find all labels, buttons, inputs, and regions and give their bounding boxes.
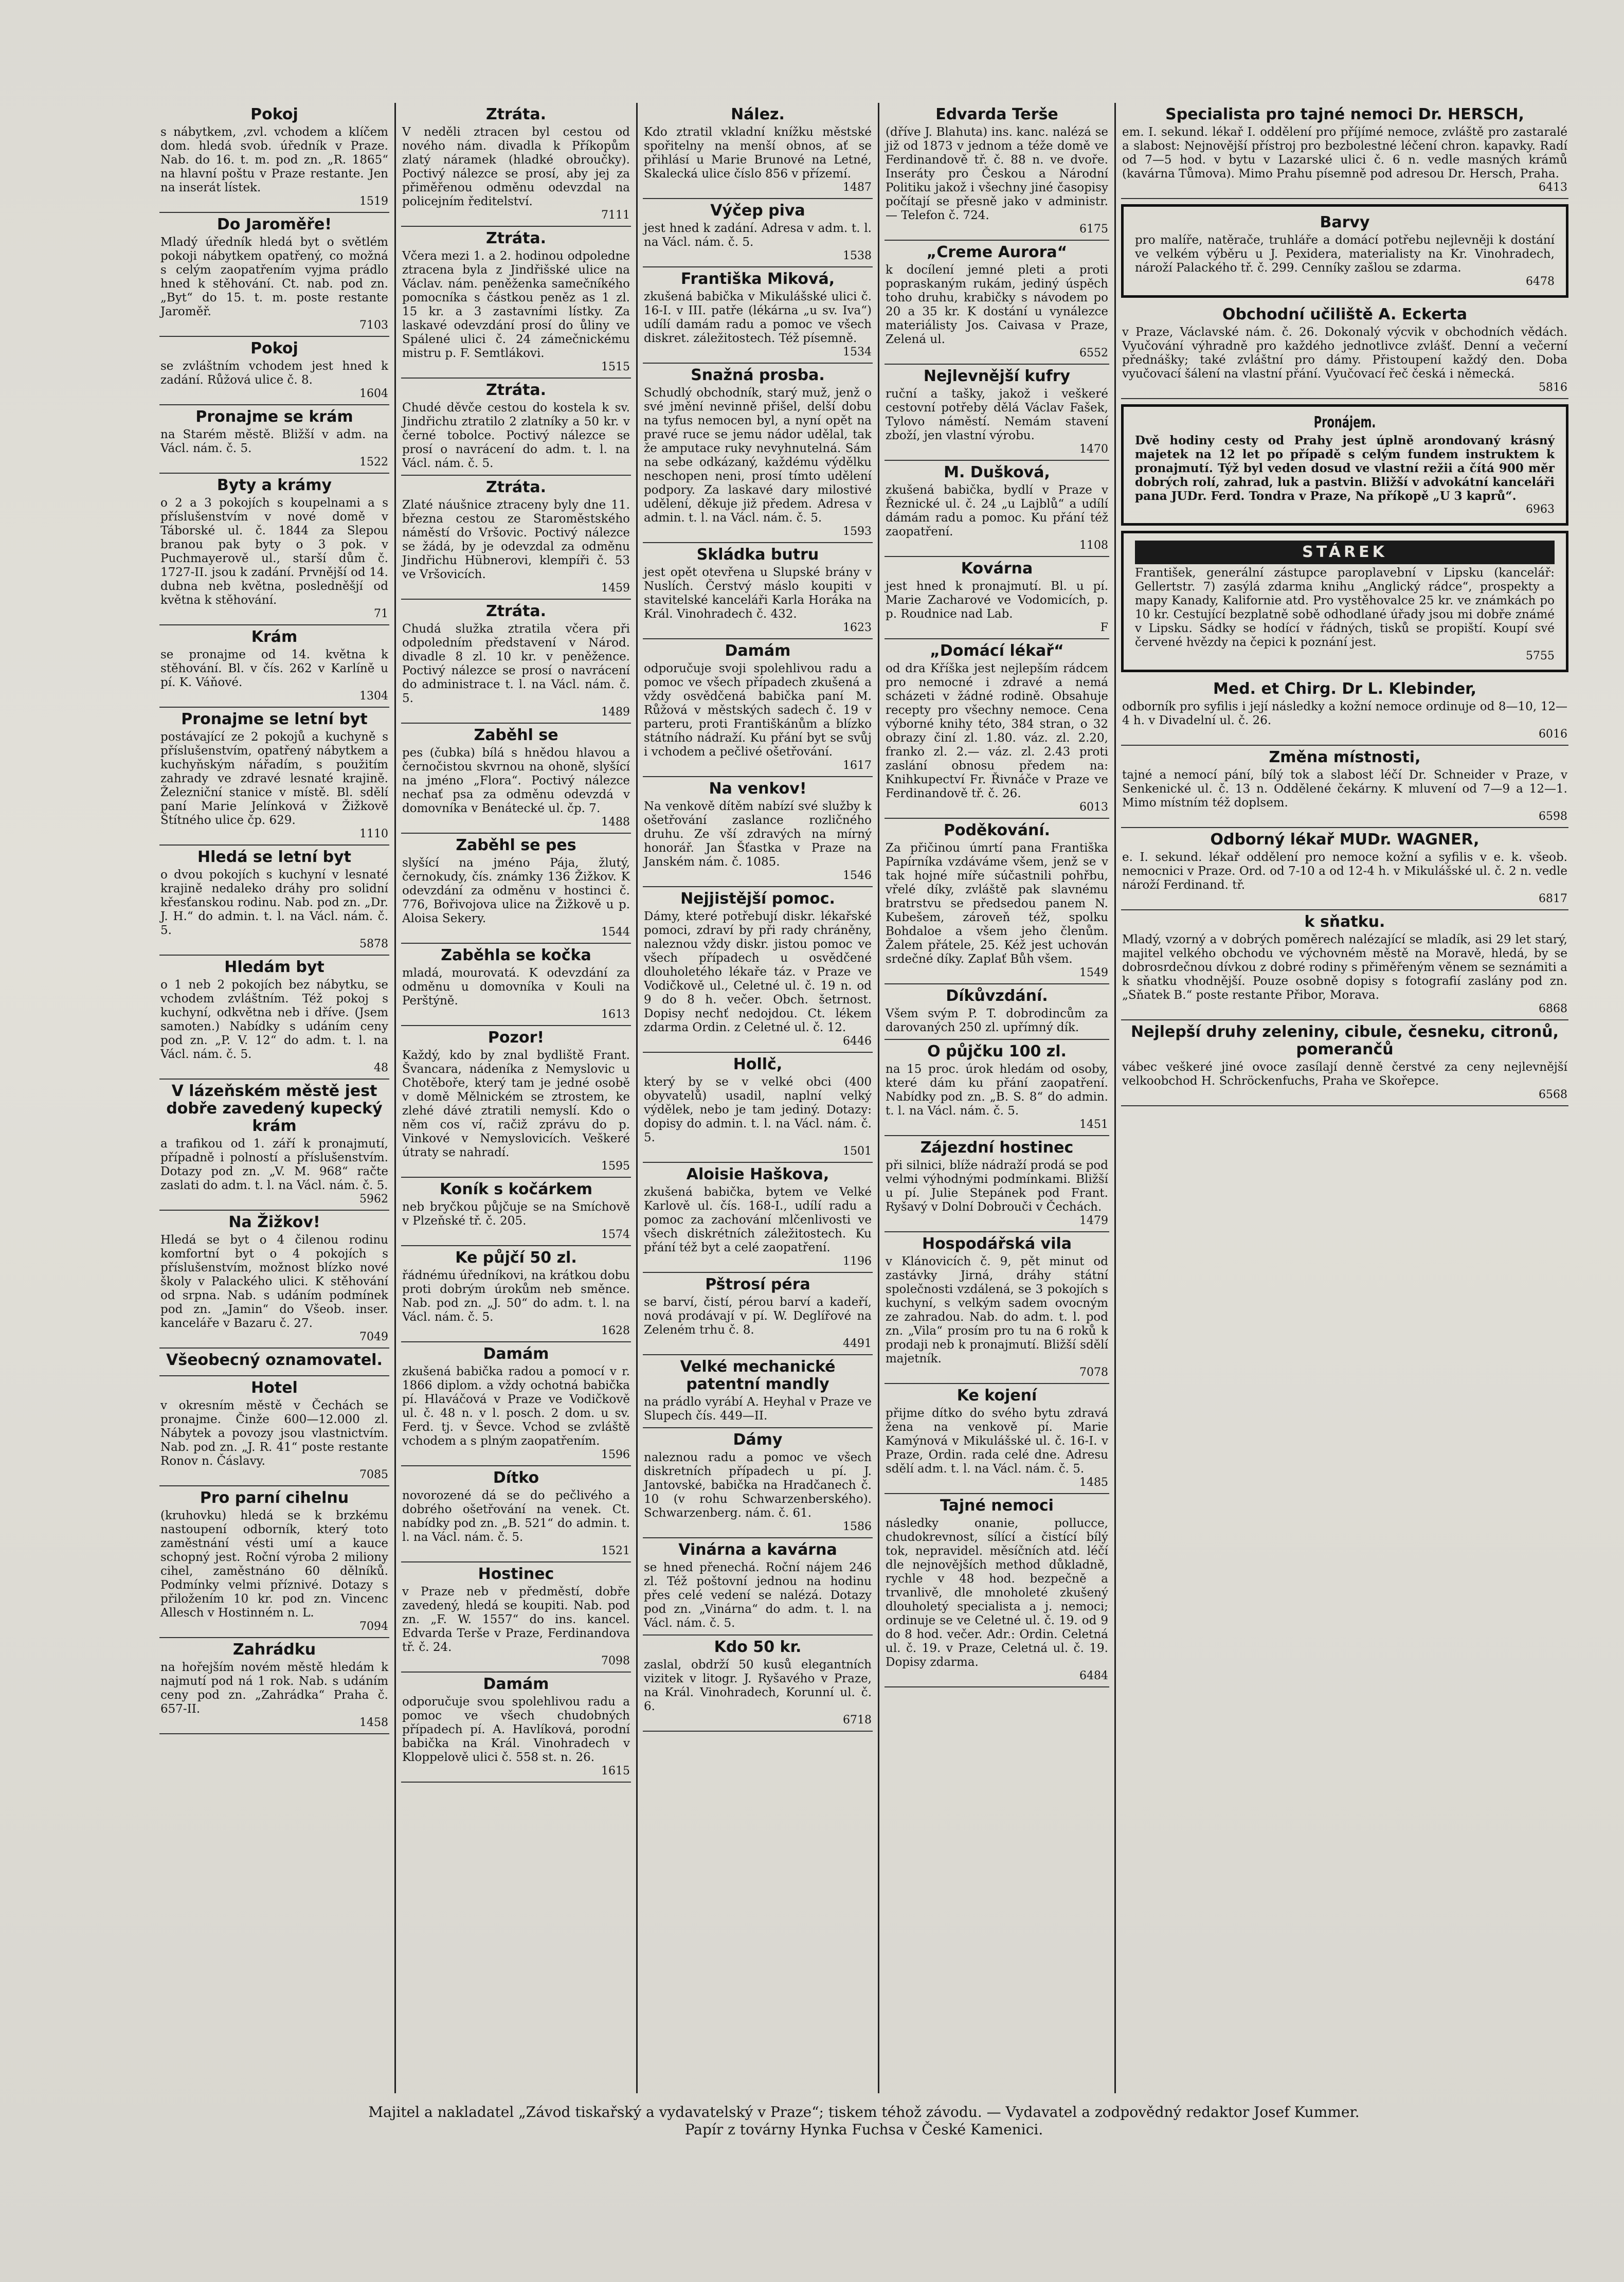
advertisement xyxy=(159,103,389,213)
advertisement xyxy=(643,1636,873,1732)
advertisement-title: Obchodní učiliště A. Eckerta xyxy=(1222,306,1468,324)
column-1 xyxy=(154,103,396,2093)
advertisement-text: Dámy, které potřebují diskr. lékařské pomoci, zdraví by při rady chráněny, naleznou vždy diskr. jistou pomoc ve všech případech u osvědčené dlouholetého lékaře táz. v Praze ve Vodičkově ul., Celetné ul. č. 19 n. od 9 do 8 h. večer. Obch. šetrnost. Dopisy nechť nedojdou. Ct. lékem zdarma Ordin. z Celetné ul. č. 12. xyxy=(644,910,872,1034)
advertisement-text: neb bryčkou půjčuje se na Smíchově v Plzeňské tř. č. 205. xyxy=(402,1200,630,1228)
advertisement-number: 5878 xyxy=(359,938,388,950)
advertisement-text: se zvláštním vchodem jest hned k zadání. Růžová ulice č. 8. xyxy=(160,360,388,387)
advertisement-title: Kovárna xyxy=(961,560,1033,578)
advertisement-number: 5962 xyxy=(359,1193,388,1206)
advertisement-number: 6963 xyxy=(1526,503,1555,516)
advertisement-text: se barví, čistí, pérou barví a kadeří, nová prodávají v pí. W. Deglířové na Zeleném trhu č. 8. xyxy=(644,1296,872,1337)
advertisement-title: Zájezdní hostinec xyxy=(920,1139,1074,1157)
advertisement xyxy=(401,1246,631,1342)
advertisement-title: Dítko xyxy=(493,1469,539,1487)
advertisement xyxy=(643,1163,873,1273)
advertisement-title: Damám xyxy=(483,1675,549,1693)
advertisement xyxy=(643,103,873,199)
advertisement-number: 1613 xyxy=(601,1008,630,1021)
advertisement xyxy=(1121,828,1568,910)
advertisement xyxy=(885,461,1109,557)
advertisement xyxy=(643,777,873,887)
advertisement xyxy=(1121,677,1568,746)
advertisement-text: jest hned k zadání. Adresa v adm. t. l. na Václ. nám. č. 5. xyxy=(644,222,872,249)
advertisement-text: v Klánovicích č. 9, pět minut od zastávky Jirná, dráhy státní společnosti vzdálená, se 3 pokojích s kuchyní, s velkým sadem ovocným ze zahradou. Nab. do adm. t. l. pod zn. „Vila“ prosím pro tu na 6 roků k prodaji neb k pronajmutí. Bližší sdělí majetník. xyxy=(886,1255,1108,1365)
advertisement-number: 6478 xyxy=(1526,275,1555,288)
advertisement-text: odporučuje svoji spolehlivou radu a pomoc ve všech případech zkušená a vždy osvědčená babička paní M. Růžová v městských sadech č. 19 v parteru, proti Františkánům a blízko státního nádraží. Ku přání byt se svůj i vchodem a pečlivé ošetřování. xyxy=(644,662,872,759)
advertisement-text: s nábytkem, ‚zvl. vchodem a klíčem dom. hledá svob. úředník v Praze. Nab. do 16. t. m. pod zn. „R. 1865“ na hlavní poštu v Praze restante. Jen na inserát lístek. xyxy=(160,125,388,194)
advertisement-title: Med. et Chirg. Dr L. Klebinder, xyxy=(1213,680,1477,698)
advertisement xyxy=(1121,204,1568,298)
advertisement-number: 5755 xyxy=(1526,650,1555,662)
advertisement-text: František, generální zástupce paroplavební v Lipsku (kancelář: Gellertstr. 7) zasýlá zdarma knihu „Anglický rádce“, prospekty a mapy Kanady, Kalifornie atd. Pro vystěhovalce 25 kr. ve známkách po 10 kr. Cestující bezplatně sobě odhodlané úřady jsou mi dobře známé v Lipsku. Sádky se hodící v řádných, tisků se propiští. Koupí své červené hvězdy na čepici k poznání jest. xyxy=(1135,566,1555,649)
advertisement xyxy=(159,213,389,337)
advertisement-text: o 2 a 3 pokojích s koupelnami a s příslušenstvím v nové domě v Táborské ul. č. 1844 za Slepou branou pak byty o 3 pok. v Puchmayerově ul., starší dům č. 1727-II. jsou k zadání. Prvnější od 14. dubna neb května, posledněšjí od května k stěhování. xyxy=(160,496,388,607)
advertisement-text: následky onanie, pollucce, chudokrevnost, sílící a čistící bílý tok, nepravidel. měsíčních atd. léčí dle nejnovějších method důkladně, rychle v 48 hod. bezpečně a trvanlivě, dle mnoholeté zkušený dlouholetý specialista a j. nemoci; ordinuje se ve Celetné ul. č. 19. od 9 do 8 hod. večer. Adr.: Ordin. Celetná ul. č. 19. v Praze, Celetná ul. č. 19. Dopisy zdarma. xyxy=(886,1517,1108,1669)
advertisement-text: při silnici, blíže nádraží prodá se pod velmi výhodnými podmínkami. Bližší u pí. Julie Stepánek pod Frant. Ryšavý v Dolní Dobrouči v Čechách. xyxy=(886,1159,1108,1214)
advertisement-number: 6868 xyxy=(1539,1002,1567,1015)
advertisement-number: 7094 xyxy=(359,1620,388,1633)
advertisement-title: Pozor! xyxy=(488,1029,545,1047)
advertisement-text: řádnému úředníkovi, na krátkou dobu proti dobrým úrokům neb směnce. Nab. pod zn. „J. 50“ do adm. t. l. na Václ. nám. č. 5. xyxy=(402,1269,630,1324)
advertisement-title: Výčep piva xyxy=(710,202,805,220)
advertisement xyxy=(885,365,1109,461)
advertisement xyxy=(885,984,1109,1040)
advertisement-text: vábec veškeré jiné ovoce zasílají denně čerstvé za ceny nejlevnější velkoobchod H. Schröckenfuchs, Praha ve Skořepce. xyxy=(1122,1061,1567,1088)
advertisement-number: 1574 xyxy=(601,1228,630,1241)
advertisement xyxy=(885,819,1109,984)
advertisement-text: se pronajme od 14. května k stěhování. Bl. v čís. 262 v Karlíně u pí. K. Váňové. xyxy=(160,648,388,689)
advertisement-sheet xyxy=(154,103,1574,2150)
advertisement xyxy=(1121,103,1568,199)
advertisement-title: k sňatku. xyxy=(1304,913,1385,931)
advertisement-text: (dříve J. Blahuta) ins. kanc. nalézá se již od 1873 v jednom a téže domě ve Ferdinandově tř. č. 88 n. ve dvoře. Inseráty pro Českou a Národní Politiku jakož i všechny jiné časopisy počítají se přesně jako v administr. — Telefon č. 724. xyxy=(886,125,1108,222)
advertisement-title: Nejjistější pomoc. xyxy=(680,890,835,908)
advertisement xyxy=(401,724,631,834)
advertisement xyxy=(159,956,389,1080)
advertisement-number: 1538 xyxy=(843,249,872,262)
advertisement-text: Každý, kdo by znal bydliště Frant. Švancara, nádeníka z Nemyslovic u Chotěboře, který tam je jedné osobě v domě Mělnickém se ztrostem, ke zlehé dávé ztratili nemyslí. Kdo o něm cos ví, račiž zprávu do p. Vinkové v Nemyslovicích. Veškeré útraty se nahradí. xyxy=(402,1049,630,1159)
advertisement-text: zkušená babička v Mikulášské ulici č. 16-I. v III. patře (lékárna „u sv. Iva“) udílí damám radu a pomoc ve všech diskret. záležitostech. Též písemně. xyxy=(644,290,872,345)
advertisement xyxy=(401,600,631,724)
advertisement-title: Hollč, xyxy=(733,1055,783,1073)
advertisement-title: Zahrádku xyxy=(232,1641,316,1659)
advertisement-number: 1521 xyxy=(601,1544,630,1557)
advertisement-title: V lázeňském městě jest dobře zavedený kupecký krám xyxy=(166,1082,383,1135)
advertisement-number: 1488 xyxy=(601,816,630,829)
advertisement-text: zkušená babička radou a pomocí v r. 1866 diplom. a vždy ochotná babička pí. Hlaváčová v Praze ve Vodičkově ul. č. 48 n. v l. posch. 2 dom. u sv. Ferd. tj. v Ševce. Vchod se zvláště vchodem a s plným zaopatřením. xyxy=(402,1365,630,1448)
advertisement-text: k docílení jemné pleti a proti popraskaným rukám, jediný úspěch toho druhu, krabičky s návodem po 20 a 35 kr. K dostání u vynálezce materiálisty Jos. Caivasa v Praze, Zelená ul. xyxy=(886,263,1108,346)
advertisement xyxy=(159,846,389,956)
advertisement xyxy=(885,1040,1109,1136)
advertisement-text: v Praze neb v předměstí, dobře zavedený, hledá se koupiti. Nab. pod zn. „F. W. 1557“ do ins. kancel. Edvarda Terše v Praze, Ferdinandova tř. č. 24. xyxy=(402,1585,630,1654)
advertisement-title: Odborný lékař MUDr. WAGNER, xyxy=(1210,831,1479,849)
advertisement-text: na 15 proc. úrok hledám od osoby, které dám ku přání zaopatření. Nabídky pod zn. „B. S. 8“ do admin. t. l. na Václ. nám. č. 5. xyxy=(886,1063,1108,1118)
advertisement xyxy=(401,227,631,379)
advertisement-text: odborník pro syfilis i její následky a kožní nemoce ordinuje od 8—10, 12—4 h. v Divadelní ul. č. 26. xyxy=(1122,700,1567,727)
advertisement-number: 1617 xyxy=(843,759,872,772)
advertisement xyxy=(643,1355,873,1428)
advertisement-title: Nález. xyxy=(731,105,785,123)
advertisement-number: 6718 xyxy=(843,1714,872,1727)
advertisement-number: 1544 xyxy=(601,926,630,939)
advertisement-number: 7085 xyxy=(359,1468,388,1481)
advertisement xyxy=(159,708,389,846)
advertisement-text: na prádlo vyrábí A. Heyhal v Praze ve Slupech čís. 449—II. xyxy=(644,1395,872,1423)
advertisement-title: Barvy xyxy=(1320,213,1370,231)
advertisement xyxy=(159,1080,389,1211)
advertisement-number: 1546 xyxy=(843,869,872,882)
advertisement xyxy=(885,1232,1109,1384)
advertisement-text: Zlaté náušnice ztraceny byly dne 11. března cestou ze Staroměstského náměstí do Vršovic. Poctivý nálezce se žádá, by je odevzdal za odměnu Jindřichu Hübnerovi, klempíři č. 53 ve Vršovicích. xyxy=(402,498,630,581)
advertisement-title: Edvarda Terše xyxy=(935,105,1058,123)
advertisement-number: 1615 xyxy=(601,1765,630,1777)
advertisement xyxy=(643,639,873,777)
advertisement-title: Nejlepší druhy zeleniny, cibule, česneku, citronů, pomerančů xyxy=(1130,1023,1559,1058)
advertisement-text: e. I. sekund. lékař oddělení pro nemoce kožní a syfilis v e. k. všeob. nemocnici v Praze. Ord. od 7-10 a od 12-4 h. v Mikulášské ul. č. 2 n. vedle nároží Ferdinand. tř. xyxy=(1122,851,1567,892)
advertisement-title: Damám xyxy=(725,642,791,660)
advertisement-text: zkušená babička, bytem ve Velké Karlově ul. čís. 168-I., udílí radu a pomoc za zachování mlčenlivosti ve všech diskrétních záležitostech. Ku přání též byt a celé zaopatření. xyxy=(644,1185,872,1254)
advertisement-text: tajné a nemocí pání, bílý tok a slabost léčí Dr. Schneider v Praze, v Senkenické ul. č. 13 n. Oddělené čekárny. K mluvení od 7—9 a 12—1. Mimo místním též doplsem. xyxy=(1122,768,1567,810)
advertisement-text: (kruhovku) hledá se k brzkému nastoupení odborník, který toto zaměstnání vésti umí a kauce schopný jest. Roční výroba 2 miliony cihel, zaměstnáno 60 dělníků. Podmínky velmi příznivé. Dotazy s přiložením 10 kr. pod zn. Vincenc Allesch v Hostinném n. L. xyxy=(160,1509,388,1620)
advertisement-title: Snažná prosba. xyxy=(691,366,825,384)
advertisement xyxy=(159,405,389,474)
advertisement-text: mladá, mourovatá. K odevzdání za odměnu u domovníka v Kouli na Perštýně. xyxy=(402,966,630,1008)
advertisement-number: 6413 xyxy=(1539,181,1567,194)
advertisement-text: Chudá služka ztratila včera při odpoledním představení v Národ. divadle 8 zl. 10 kr. v peněžence. Poctivý nálezce se prosí o navrácení do administrace t. l. na Václ. nám. č. 5. xyxy=(402,622,630,705)
advertisement-title: Hospodářská vila xyxy=(922,1235,1072,1253)
advertisement-title: Vinárna a kavárna xyxy=(678,1541,837,1559)
advertisement-number: 1489 xyxy=(601,706,630,718)
advertisement-title: Velké mechanické patentní mandly xyxy=(680,1358,836,1393)
advertisement-text: jest hned k pronajmutí. Bl. u pí. Marie Zacharové ve Vodomicích, p. p. Roudnice nad Lab. xyxy=(886,580,1108,621)
advertisement-title: Koník s kočárkem xyxy=(440,1180,592,1198)
advertisement-title: Kdo 50 kr. xyxy=(714,1638,802,1656)
advertisement-number: F xyxy=(1100,621,1108,634)
advertisement-text: Na venkově dítěm nabízí své služby k ošetřování zaslance rozličného druhu. Ze vší zdravých na mírný honorář. Jan Šťastka v Praze na Janském nám. č. 1085. xyxy=(644,800,872,869)
column-3 xyxy=(638,103,879,2093)
advertisement-number: 1459 xyxy=(601,582,630,595)
advertisement-number: 1196 xyxy=(843,1255,872,1268)
advertisement-text: na Starém městě. Bližší v adm. na Václ. nám. č. 5. xyxy=(160,428,388,455)
advertisement-text: jest opět otevřena u Slupské brány v Nuslích. Čerstvý máslo koupiti v stavitelské kanceláři Karla Horáka na Král. Vinohradech č. 432. xyxy=(644,566,872,621)
advertisement-text: Schudlý obchodník, starý muž, jenž o své jmění nevinně přišel, delší dobu na tyfus nemocen byl, a nyní opět na pravé ruce se jemu nádor udělal, tak že amputace ruky nevyhnutelná. Sám na sebe odkázaný, každému výdělku neschopen neni, prosí tímto udělení podpory. Za laskavé dary milostivé udělení, děkuje již předem. Adresa v admin. t. l. na Václ. nám. č. 5. xyxy=(644,386,872,525)
advertisement xyxy=(643,543,873,639)
advertisement-text: o 1 neb 2 pokojích bez nábytku, se vchodem zvláštním. Též pokoj s kuchyní, odkvětna neb i dříve. (Jsem samoten.) Nabídky s udáním ceny pod zn. „P. V. 12“ do adm. t. l. na Václ. nám. č. 5. xyxy=(160,978,388,1061)
advertisement-title: Do Jaroměře! xyxy=(216,215,332,233)
advertisement-text: pes (čubka) bílá s hnědou hlavou a černočistou skvrnou na ohoně, slyšící na jméno „Flora“. Poctivý nálezce nechať psa za odměnu odevzdá v domovníka v Benátecké ul. čp. 7. xyxy=(402,746,630,815)
advertisement-title: Tajné nemoci xyxy=(940,1497,1054,1515)
advertisement-number: 1108 xyxy=(1079,539,1108,552)
advertisement-title: Pokoj xyxy=(250,105,298,123)
advertisement-number: 1451 xyxy=(1079,1118,1108,1131)
advertisement-title: „Creme Aurora“ xyxy=(926,243,1068,261)
advertisement xyxy=(159,1638,389,1734)
advertisement xyxy=(159,1376,389,1486)
advertisement xyxy=(885,557,1109,639)
advertisement-title: Díkůvzdání. xyxy=(946,987,1048,1005)
advertisement xyxy=(159,1486,389,1638)
advertisement-text: Kdo ztratil vkladní knížku městské spořitelny na menší obnos, ať se přihlásí u Marie Brunové na Letné, Skalecká ulice číslo 856 v přízemí. xyxy=(644,125,872,181)
advertisement xyxy=(159,474,389,625)
advertisement xyxy=(1121,1020,1568,1106)
advertisement-number: 7111 xyxy=(601,209,630,222)
advertisement-title: Na venkov! xyxy=(709,780,807,798)
advertisement-text: Za přičinou úmrtí pana Františka Papírníka vzdáváme všem, jenž se v tak hojné míře súčastnili pohřbu, vřelé díky, zvláště pak slavnému bratrstvu se předsedou panem N. Kubešem, zároveň též, spolku Bohdaloe a všem jeho členům. Žalem přátele, 25. Kéž jest uchován srdečné díky. Zaplať Bůh všem. xyxy=(886,841,1108,966)
advertisement-title: STÁREK xyxy=(1135,541,1555,564)
advertisement xyxy=(401,944,631,1026)
advertisement-number: 48 xyxy=(374,1062,388,1074)
advertisement-text: na hořejším novém městě hledám k najmutí pod ná 1 rok. Nab. s udáním ceny pod zn. „Zahrádka“ Praha č. 657-II. xyxy=(160,1661,388,1716)
advertisement-number: 1534 xyxy=(843,346,872,358)
advertisement-title: Hostinec xyxy=(478,1565,554,1583)
advertisement-text: který by se v velké obci (400 obyvatelů) usadil, naplní velký výdělek, nebo je tam jediný. Dotazy: dopisy do admin. t. l. na Václ. nám. č. 5. xyxy=(644,1075,872,1144)
advertisement-title: Damám xyxy=(483,1345,549,1363)
advertisement-title: „Domácí lékař“ xyxy=(930,642,1064,660)
advertisement-title: Zaběhl se pes xyxy=(456,836,576,854)
advertisement xyxy=(401,103,631,227)
advertisement xyxy=(401,1466,631,1562)
advertisement-number: 1595 xyxy=(601,1160,630,1173)
advertisement-number: 1522 xyxy=(359,456,388,469)
advertisement xyxy=(643,1053,873,1163)
advertisement-title: Ztráta. xyxy=(485,478,547,496)
advertisement-text: Hledá se byt o 4 čilenou rodinu komfortní byt o 4 pokojích s příslušenstvím, možnost blízko nové školy v Palackého ulici. K stěhování od srpna. Nab. s udáním podmínek pod zn. „Jamin“ do Všeob. inser. kanceláře v Bazaru č. 27. xyxy=(160,1233,388,1330)
advertisement-number: 7098 xyxy=(601,1655,630,1667)
advertisement-title: Všeobecný oznamovatel. xyxy=(166,1351,383,1369)
advertisement-title: Změna místnosti, xyxy=(1269,748,1421,766)
advertisement-title: Byty a krámy xyxy=(216,476,332,494)
advertisement xyxy=(159,1349,389,1376)
advertisement-title: M. Dušková, xyxy=(944,463,1050,481)
advertisement-title: Zaběhla se kočka xyxy=(441,946,591,964)
advertisement xyxy=(401,1178,631,1246)
advertisement-number: 6568 xyxy=(1539,1088,1567,1101)
advertisement-text: em. I. sekund. lékař I. oddělení pro příjímé nemoce, zvláště pro zastaralé a slabost: Nejnovější přístroj pro bezbolestné léčení chron. kapavky. Radí od 7—5 hod. v bytu v Lazarské ulici č. 6 n. vedle masných krámů (kavárna Tůmova). Mimo Prahu písemně pod adresou Dr. Hersch, Praha. xyxy=(1122,125,1567,181)
advertisement-title: Ke kojení xyxy=(957,1387,1037,1405)
advertisement-text: se hned přenechá. Roční nájem 246 zl. Též poštovní jednou na hodinu přes celé vedení se nalézá. Dotazy pod zn. „Vinárna“ do adm. t. l. na Václ. nám. č. 5. xyxy=(644,1561,872,1630)
advertisement-number: 1586 xyxy=(843,1520,872,1533)
advertisement xyxy=(401,1562,631,1673)
advertisement xyxy=(159,1211,389,1349)
advertisement xyxy=(159,337,389,405)
advertisement xyxy=(885,1136,1109,1232)
column-2 xyxy=(396,103,638,2093)
advertisement-title: Pronajme se letní byt xyxy=(181,710,368,728)
advertisement-text: zaslal, obdrží 50 kusů elegantních vizitek v litogr. J. Ryšavého v Praze, na Král. Vinohradech, Korunní ul. č. 6. xyxy=(644,1658,872,1713)
advertisement-number: 6016 xyxy=(1539,728,1567,741)
advertisement xyxy=(401,1026,631,1178)
advertisement-text: Všem svým P. T. dobrodincům za darovaných 250 zl. upřímný dík. xyxy=(886,1007,1108,1034)
advertisement-title: Zaběhl se xyxy=(474,726,558,744)
advertisement-text: novorozené dá se do pečlivého a dobrého ošetřování na venek. Ct. nabídky pod zn. „B. 521“ do admin. t. l. na Václ. nám. č. 5. xyxy=(402,1489,630,1544)
advertisement-title: O půjčku 100 zl. xyxy=(927,1043,1067,1061)
advertisement-title: Ztráta. xyxy=(485,381,547,399)
advertisement-title: Dámy xyxy=(733,1431,783,1449)
advertisement xyxy=(1121,746,1568,828)
advertisement-text: Dvě hodiny cesty od Prahy jest úplně arondovaný krásný majetek na 12 let po případě s celým fundem instruktem k pronajmutí. Týž byl veden dosud ve vlastní režii a čítá 900 měr dobrých rolí, zahrad, luk a pastvin. Bližší v advokátní kanceláři pana JUDr. Ferd. Tondra v Praze, Na příkopě „U 3 kaprů“. xyxy=(1135,434,1555,503)
advertisement-text: Mladý úředník hledá byt o světlém pokoji nábytkem opatřený, co možná s celým zaopatřením vyjma prádlo hned k stěhování. Ct. nab. pod zn. „Byt“ do 15. t. m. poste restante Jaroměř. xyxy=(160,236,388,318)
advertisement-title: Hledá se letní byt xyxy=(197,848,351,866)
advertisement-number: 1596 xyxy=(601,1448,630,1461)
advertisement xyxy=(885,639,1109,819)
advertisement-number: 1604 xyxy=(359,387,388,400)
advertisement-number: 7103 xyxy=(359,319,388,332)
imprint-line-2: Papír z továrny Hynka Fuchsa v České Kamenici. xyxy=(684,2121,1043,2138)
advertisement-text: odporučuje svou spolehlivou radu a pomoc ve všech chudobných případech pí. A. Havlíková, porodní babička na Král. Vinohradech v Kloppelově ulici č. 558 st. n. 26. xyxy=(402,1695,630,1764)
advertisement xyxy=(643,199,873,267)
advertisement-title: Nejlevnější kufry xyxy=(923,367,1071,385)
advertisement-number: 1501 xyxy=(843,1145,872,1158)
advertisement-title: Ke půjčí 50 zl. xyxy=(455,1249,577,1267)
advertisement-number: 4491 xyxy=(843,1337,872,1350)
imprint-line-1: Majitel a nakladatel „Závod tiskařský a vydavatelský v Praze“; tiskem téhož závodu. — Vydavatel a zodpovědný redaktor Josef Kummer. xyxy=(368,2104,1360,2121)
advertisement-text: naleznou radu a pomoc ve všech diskretních případech u pí. J. Jantovské, babička na Hradčanech č. 10 (v rohu Schwarzenberského). Schwarzenberg. nám. č. 61. xyxy=(644,1451,872,1520)
advertisement xyxy=(643,1538,873,1636)
advertisement-text: v Praze, Václavské nám. č. 26. Dokonalý výcvik v obchodních vědách. Vyučování výhradně pro každého jednotlivce zvlášť. Denní a večerní přednášky; také zvláštní pro dámy. Přistoupení každý den. Doba vyučovací šálení na vlastní přání. Vyučovací řeč česká i německá. xyxy=(1122,326,1567,381)
advertisement-number: 1110 xyxy=(359,828,388,840)
advertisement-title: Ztráta. xyxy=(485,602,547,620)
advertisement xyxy=(401,379,631,476)
advertisement-number: 6446 xyxy=(843,1035,872,1048)
advertisement-title: Pokoj xyxy=(250,339,298,357)
advertisement-number: 1593 xyxy=(843,525,872,538)
advertisement-text: zkušená babička, bydlí v Praze v Řeznické ul. č. 24 „u Lajblů“ a udílí dámám radu a pomoc. Ku přání též zaopatření. xyxy=(886,483,1108,538)
advertisement-text: Včera mezi 1. a 2. hodinou odpoledne ztracena byla z Jindřišské ulice na Václav. nám. peněženka samečníkého pomocníka s částkou peněz as 1 zl. 15 kr. a 3 zastavními lístky. Za laskavé odevzdání prosí do ůliny ve Spálené ulici č. 24 zámečnickému mistru p. F. Semtlákovi. xyxy=(402,249,630,360)
advertisement-number: 7078 xyxy=(1079,1366,1108,1379)
advertisement-number: 1549 xyxy=(1079,966,1108,979)
advertisement xyxy=(401,476,631,600)
advertisement-title: Hledám byt xyxy=(224,958,324,976)
advertisement-title: Specialista pro tajné nemoci Dr. HERSCH, xyxy=(1165,105,1524,123)
advertisement-title: Na Žižkov! xyxy=(228,1213,320,1231)
advertisement-number: 71 xyxy=(374,607,388,620)
advertisement-number: 6013 xyxy=(1079,801,1108,814)
advertisement-title: Františka Miková, xyxy=(680,270,835,288)
advertisement-number: 1304 xyxy=(359,690,388,703)
advertisement-number: 6175 xyxy=(1079,223,1108,236)
advertisement xyxy=(643,1428,873,1538)
advertisement xyxy=(643,887,873,1053)
advertisement-text: V neděli ztracen byl cestou od nového nám. divadla k Příkopům zlatý náramek (hladké obroučky). Poctivý nálezce se prosí, aby jej za přiměřenou odměnu odevzdal na policejním ředitelství. xyxy=(402,125,630,208)
advertisement-text: o dvou pokojích s kuchyní v lesnaté krajině nedaleko dráhy pro solidní křesťanskou rodinu. Nab. pod zn. „Dr. J. H.“ do admin. t. l. na Václ. nám. č. 5. xyxy=(160,868,388,937)
column-4 xyxy=(879,103,1116,2093)
advertisement-number: 1470 xyxy=(1079,443,1108,456)
advertisement-title: Pštrosí péra xyxy=(705,1275,810,1293)
advertisement-number: 6817 xyxy=(1539,892,1567,905)
advertisement xyxy=(1121,303,1568,399)
advertisement xyxy=(885,1494,1109,1687)
advertisement-title: Poděkování. xyxy=(943,821,1050,839)
advertisement-number: 1519 xyxy=(359,195,388,208)
advertisement-text: od dra Kříška jest nejlepším rádcem pro nemocné i zdravé a nemá scházeti v žádné rodině. Obsahuje recepty pro všechny nemoce. Cena výborné knihy této, 384 stran, o 32 obrazy činí zl. 1.80. váz. zl. 2.20, franko zl. 2.— váz. zl. 2.43 proti zaslání obnosu předem na: Knihkupectví Fr. Řivnáče v Praze ve Ferdinandově tř. č. 26. xyxy=(886,662,1108,800)
advertisement-number: 1479 xyxy=(1079,1214,1108,1227)
advertisement xyxy=(885,241,1109,365)
advertisement-title: Ztráta. xyxy=(485,105,547,123)
advertisement-number: 1485 xyxy=(1079,1476,1108,1489)
advertisement-number: 6484 xyxy=(1079,1669,1108,1682)
advertisement-number: 1628 xyxy=(601,1324,630,1337)
advertisement-text: a trafikou od 1. září k pronajmutí, případně i polností a příslušenstvím. Dotazy pod zn. „V. M. 968“ račte zaslati do adm. t. l. na Václ. nám. č. 5. xyxy=(160,1137,388,1192)
advertisement-title: Pronájem. xyxy=(1313,414,1376,432)
advertisement xyxy=(643,267,873,364)
advertisement-number: 5816 xyxy=(1539,381,1567,394)
advertisement xyxy=(885,103,1109,241)
advertisement-number: 7049 xyxy=(359,1331,388,1343)
advertisement-number: 6598 xyxy=(1539,810,1567,823)
advertisement-title: Pro parní cihelnu xyxy=(200,1489,349,1507)
advertisement xyxy=(885,1384,1109,1494)
advertisement xyxy=(1121,531,1568,672)
advertisement-title: Hotel xyxy=(251,1379,298,1397)
advertisement xyxy=(1121,910,1568,1020)
advertisement xyxy=(159,625,389,708)
advertisement xyxy=(401,1673,631,1783)
advertisement xyxy=(401,834,631,944)
advertisement-text: slyšící na jméno Pája, žlutý, černokudy, čís. známky 136 Žižkov. K odevzdání za odměnu v hostinci č. 776, Bořivojova ulice na Žižkově u p. Aloisa Sekery. xyxy=(402,856,630,925)
advertisement-title: Krám xyxy=(251,628,298,646)
advertisement-title: Skládka butru xyxy=(696,546,819,564)
advertisement-number: 1487 xyxy=(843,181,872,194)
advertisement xyxy=(643,364,873,543)
advertisement-text: v okresním městě v Čechách se pronajme. Činže 600—12.000 zl. Nábytek a povozy jsou vlastnictvím. Nab. pod zn. „J. R. 41“ poste restante Ronov n. Čáslavy. xyxy=(160,1399,388,1468)
advertisement-title: Ztráta. xyxy=(485,229,547,247)
advertisement-number: 1458 xyxy=(359,1716,388,1729)
advertisement-number: 1623 xyxy=(843,621,872,634)
advertisement-text: přijme dítko do svého bytu zdravá žena na venkově pí. Marie Kamýnová v Mikulášské ul. č. 16-I. v Praze, Ordin. rada celé dne. Adresu sdělí adm. t. l. na Václ. nám. č. 5. xyxy=(886,1407,1108,1476)
advertisement xyxy=(643,1273,873,1355)
advertisement-text: ruční a tašky, jakož i veškeré cestovní potřeby dělá Václav Fašek, Tylovo náměstí. Nemám stavení zboží, jen vlastní výrobu. xyxy=(886,387,1108,442)
advertisement-title: Aloisie Haškova, xyxy=(686,1165,829,1183)
imprint-footer xyxy=(154,2104,1574,2139)
advertisement-text: postávající ze 2 pokojů a kuchyně s příslušenstvím, opatřený nábytkem a kuchyňským nářadím, s použitím zahrady ve zdravé lesnaté krajině. Železniční stanice v místě. Bl. sdělí paní Marie Jelínková v Žižkově Štítného ulice čp. 629. xyxy=(160,730,388,827)
advertisement-text: Mladý, vzorný a v dobrých poměrech nalézající se mladík, asi 29 let starý, majitel velkého obchodu ve výchovném městě na Moravě, hledá, by se dobrosrdečnou dívkou z dobré rodiny s přiměřeným věnem se seznámiti a k sňatku vhodnější. Pouze osobně dopisy s fotografií zaslány pod zn. „Sňatek B.“ poste restante Přibor, Morava. xyxy=(1122,933,1567,1002)
advertisement xyxy=(1121,404,1568,526)
advertisement-text: pro malíře, natěrače, truhláře a domácí potřebu nejlevněji k dostání ve velkém výběru u J. Pexidera, materialisty na Kr. Vinohradech, nároží Palackého tř. č. 299. Cenníky zašlou se zdarma. xyxy=(1135,233,1555,275)
advertisement-text: Chudé děvče cestou do kostela k sv. Jindřichu ztratilo 2 zlatníky a 50 kr. v černé tobolce. Poctivý nálezce se prosí o navrácení do adm. t. l. na Václ. nám. č. 5. xyxy=(402,401,630,470)
advertisement xyxy=(401,1342,631,1466)
column-5 xyxy=(1116,103,1574,2093)
advertisement-number: 6552 xyxy=(1079,347,1108,360)
advertisement-number: 1515 xyxy=(601,361,630,373)
advertisement-title: Pronajme se krám xyxy=(195,408,353,426)
columns-container xyxy=(154,103,1574,2093)
